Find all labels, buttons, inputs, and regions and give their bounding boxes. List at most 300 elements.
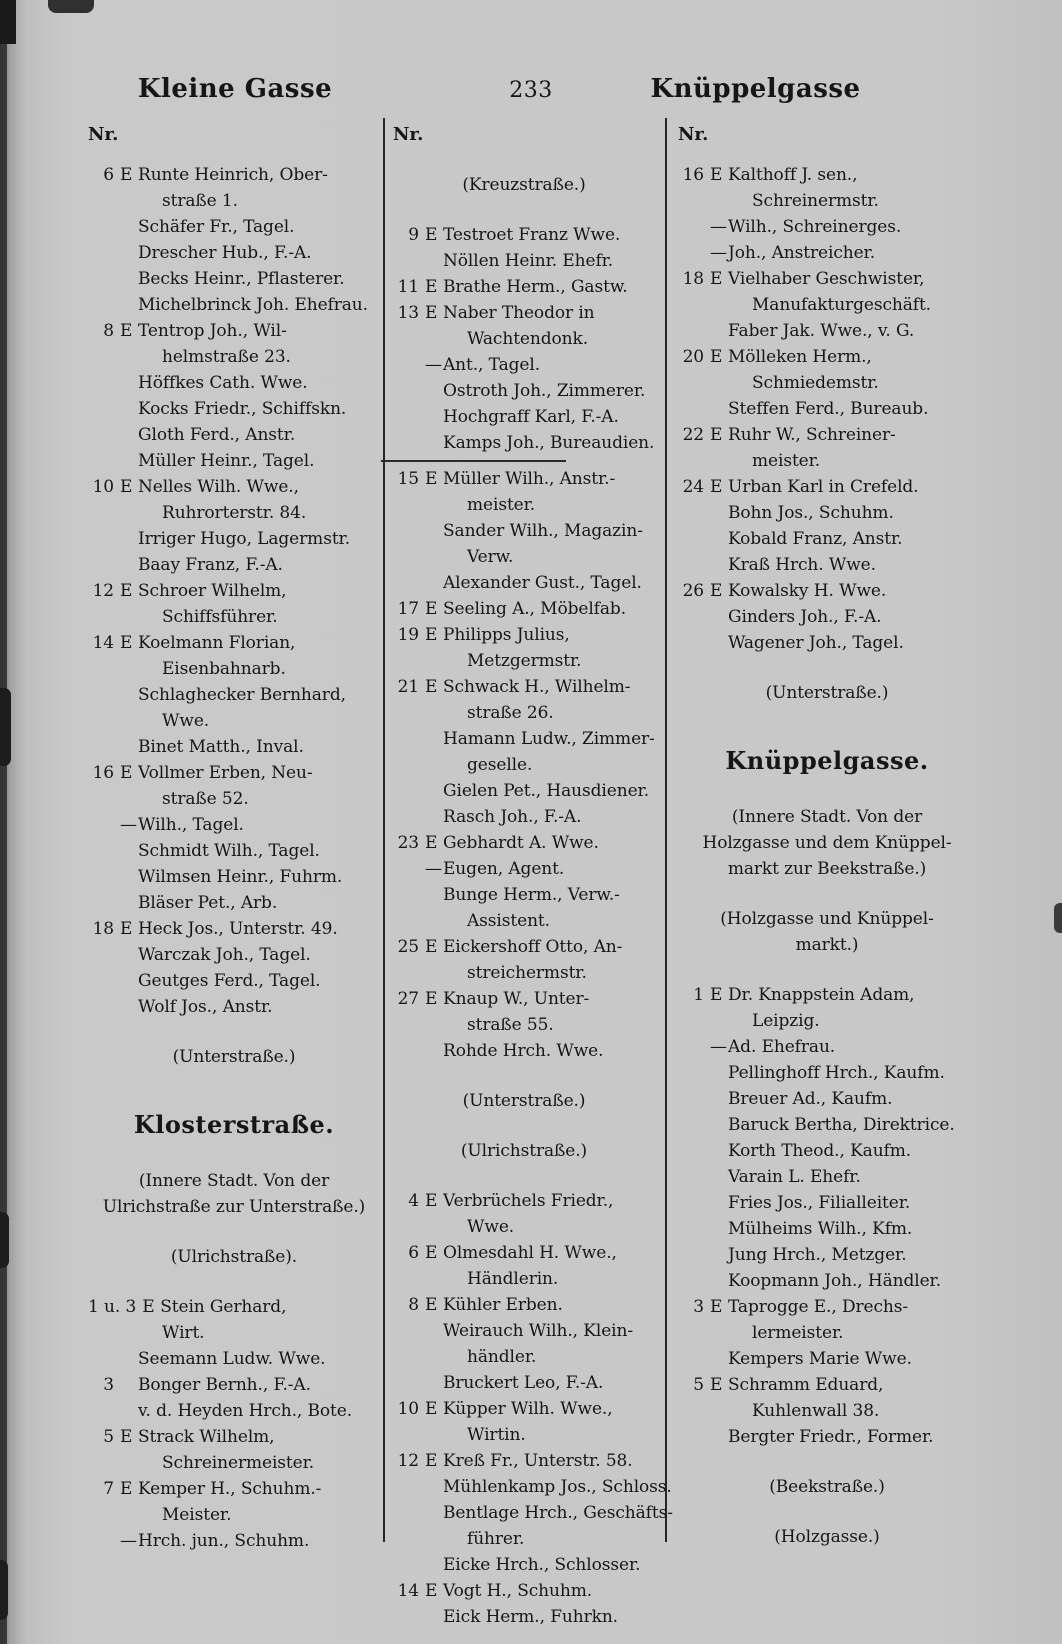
directory-entry — [393, 1474, 672, 1500]
directory-entry — [88, 1476, 380, 1528]
entry-text: Müller Wilh., Anstr.- — [443, 469, 616, 489]
scan-artifact — [0, 0, 16, 44]
entry-first-line — [393, 986, 655, 1012]
owner-marker: E — [710, 425, 723, 445]
directory-entry — [88, 266, 380, 292]
entry-first-line — [88, 526, 380, 552]
owner-marker: E — [710, 347, 723, 367]
entry-text: Geutges Ferd., Tagel. — [138, 971, 321, 991]
entry-continuation-line: Händlerin. — [467, 1269, 559, 1289]
street-range-note — [678, 1524, 976, 1550]
entry-text: Tentrop Joh., Wil- — [138, 321, 287, 341]
entry-first-line — [393, 596, 655, 622]
house-number: 23 — [397, 833, 419, 853]
entry-continuation-line: händler. — [467, 1347, 537, 1367]
house-number: 8 — [103, 321, 114, 341]
entry-text: Vogt H., Schuhm. — [443, 1581, 593, 1601]
entry-text: Nöllen Heinr. Ehefr. — [443, 251, 614, 271]
entry-first-line — [88, 1528, 380, 1554]
directory-entry — [678, 500, 976, 526]
entry-text: Kobald Franz, Anstr. — [728, 529, 903, 549]
directory-entry — [393, 300, 655, 352]
owner-marker: E — [425, 1295, 438, 1315]
entry-text: Ginders Joh., F.-A. — [728, 607, 882, 627]
directory-entry — [393, 674, 655, 726]
entry-first-line — [678, 1138, 976, 1164]
entry-first-line — [393, 1500, 673, 1526]
entry-text: Philipps Julius, — [443, 625, 570, 645]
directory-entry — [678, 1164, 976, 1190]
owner-marker: E — [425, 277, 438, 297]
entry-continuation-line: Wirt. — [162, 1323, 205, 1343]
entry-text: Brathe Herm., Gastw. — [443, 277, 628, 297]
house-number: 1 u. 3 — [88, 1297, 137, 1317]
entry-first-line — [393, 1396, 655, 1422]
house-number: 9 — [408, 225, 419, 245]
entry-first-line — [393, 222, 655, 248]
directory-entry — [678, 1060, 976, 1086]
entry-text: Joh., Anstreicher. — [728, 243, 876, 263]
entry-text: Ant., Tagel. — [443, 355, 541, 375]
entry-text: Pellinghoff Hrch., Kaufm. — [728, 1063, 945, 1083]
entry-text: Gloth Ferd., Anstr. — [138, 425, 296, 445]
entry-text: Ruhr W., Schreiner- — [728, 425, 896, 445]
entry-continuation-line: Ruhrorterstr. 84. — [162, 503, 307, 523]
house-number: 5 — [103, 1427, 114, 1447]
entry-text: Mölleken Herm., — [728, 347, 872, 367]
directory-entry — [393, 856, 655, 882]
owner-marker: E — [120, 1427, 133, 1447]
entry-continuation-line: geselle. — [467, 755, 533, 775]
entry-first-line — [88, 1372, 380, 1398]
entry-text: Kemper H., Schuhm.- — [138, 1479, 322, 1499]
entry-continuation-line: Schreinermeister. — [162, 1453, 315, 1473]
owner-marker: E — [142, 1297, 155, 1317]
entry-first-line — [393, 1188, 655, 1214]
entry-first-line — [88, 578, 380, 604]
entry-first-line — [678, 474, 976, 500]
directory-entry — [88, 1372, 380, 1398]
directory-entry — [678, 1086, 976, 1112]
directory-entry — [393, 1396, 655, 1448]
entry-first-line — [88, 292, 380, 318]
entry-first-line — [393, 1604, 655, 1630]
entry-text: Breuer Ad., Kaufm. — [728, 1089, 893, 1109]
entry-text: Rohde Hrch. Wwe. — [443, 1041, 604, 1061]
note-line: (Holzgasse.) — [774, 1527, 880, 1547]
entry-first-line — [88, 864, 380, 890]
directory-entry — [393, 570, 655, 596]
entry-text: Bergter Friedr., Former. — [728, 1427, 934, 1447]
directory-entry — [88, 942, 380, 968]
entry-text: Koopmann Joh., Händler. — [728, 1271, 942, 1291]
entry-text: Taprogge E., Drechs- — [728, 1297, 909, 1317]
entry-first-line — [88, 1398, 380, 1424]
owner-marker: E — [120, 321, 133, 341]
entry-first-line — [393, 518, 655, 544]
directory-entry — [88, 916, 380, 942]
entry-text: Kocks Friedr., Schiffskn. — [138, 399, 347, 419]
owner-marker: E — [425, 1191, 438, 1211]
directory-entry — [88, 968, 380, 994]
house-number: 18 — [92, 919, 114, 939]
entry-text: Mühlenkamp Jos., Schloss. — [443, 1477, 672, 1497]
entry-first-line — [678, 552, 976, 578]
entry-text: Dr. Knappstein Adam, — [728, 985, 915, 1005]
directory-entry — [88, 682, 380, 734]
scan-gutter-shadow — [0, 0, 7, 1644]
street-range-note — [393, 1138, 655, 1164]
entry-first-line — [393, 674, 655, 700]
entry-text: Wilh., Schreinerges. — [728, 217, 902, 237]
ditto-dash: — — [120, 815, 137, 835]
directory-entry — [393, 1038, 655, 1064]
directory-entry — [678, 1216, 976, 1242]
owner-marker: E — [425, 677, 438, 697]
entry-first-line — [88, 552, 380, 578]
directory-entry — [393, 352, 655, 378]
entry-first-line — [678, 982, 976, 1008]
entry-text: Seemann Ludw. Wwe. — [138, 1349, 326, 1369]
street-range-note — [678, 906, 976, 958]
entry-text: Eickershoff Otto, An- — [443, 937, 623, 957]
note-line: (Unterstraße.) — [765, 683, 889, 703]
entry-text: Bunge Herm., Verw.- — [443, 885, 620, 905]
directory-entry — [678, 1112, 976, 1138]
directory-entry — [88, 318, 380, 370]
entry-first-line — [393, 882, 655, 908]
directory-column-right — [678, 122, 976, 1574]
owner-marker: E — [120, 581, 133, 601]
scan-rule-line — [381, 460, 566, 462]
entry-first-line — [678, 344, 976, 370]
entry-continuation-line: straße 26. — [467, 703, 554, 723]
entry-first-line — [393, 430, 655, 456]
entry-text: Gebhardt A. Wwe. — [443, 833, 599, 853]
house-number: 20 — [682, 347, 704, 367]
directory-entry — [393, 622, 655, 674]
entry-text: Heck Jos., Unterstr. 49. — [138, 919, 338, 939]
owner-marker: E — [120, 477, 133, 497]
entry-text: Ostroth Joh., Zimmerer. — [443, 381, 646, 401]
house-number: 24 — [682, 477, 704, 497]
entry-text: Knaup W., Unter- — [443, 989, 590, 1009]
owner-marker: E — [425, 1451, 438, 1471]
entry-first-line — [88, 214, 380, 240]
directory-entry — [678, 1372, 976, 1424]
house-number: 12 — [397, 1451, 419, 1471]
owner-marker: E — [710, 477, 723, 497]
directory-entry — [678, 266, 976, 318]
house-number: 6 — [408, 1243, 419, 1263]
entry-text: Kempers Marie Wwe. — [728, 1349, 912, 1369]
owner-marker: E — [425, 989, 438, 1009]
note-line: (Innere Stadt. Von der — [138, 1171, 330, 1191]
entry-text: Bruckert Leo, F.-A. — [443, 1373, 604, 1393]
house-number: 16 — [682, 165, 704, 185]
entry-first-line — [393, 1474, 672, 1500]
entry-first-line — [88, 240, 380, 266]
directory-entry — [88, 214, 380, 240]
entry-text: Olmesdahl H. Wwe., — [443, 1243, 617, 1263]
house-number: 26 — [682, 581, 704, 601]
directory-entry — [393, 726, 655, 778]
entry-first-line — [678, 630, 976, 656]
entry-text: Schlaghecker Bernhard, — [138, 685, 346, 705]
entry-continuation-line: helmstraße 23. — [162, 347, 291, 367]
house-number: 3 — [693, 1297, 704, 1317]
entry-text: Kreß Fr., Unterstr. 58. — [443, 1451, 633, 1471]
directory-entry — [393, 518, 655, 570]
directory-entry — [88, 630, 380, 682]
entry-text: Küpper Wilh. Wwe., — [443, 1399, 613, 1419]
directory-entry — [88, 812, 380, 838]
house-number: 18 — [682, 269, 704, 289]
entry-text: Jung Hrch., Metzger. — [728, 1245, 907, 1265]
directory-entry — [678, 552, 976, 578]
entry-text: Schroer Wilhelm, — [138, 581, 287, 601]
entry-text: Runte Heinrich, Ober- — [138, 165, 328, 185]
directory-entry — [393, 934, 655, 986]
entry-first-line — [393, 466, 655, 492]
entry-text: Vielhaber Geschwister, — [728, 269, 925, 289]
directory-entry — [88, 760, 380, 812]
entry-text: Wagener Joh., Tagel. — [728, 633, 904, 653]
house-number: 14 — [92, 633, 114, 653]
header-right-street-title: Knüppelgasse — [650, 74, 861, 104]
entry-first-line — [678, 1216, 976, 1242]
entry-text: Drescher Hub., F.-A. — [138, 243, 312, 263]
entry-first-line — [88, 994, 380, 1020]
directory-entry — [678, 1190, 976, 1216]
owner-marker: E — [120, 633, 133, 653]
entry-first-line — [88, 968, 380, 994]
house-number: 8 — [408, 1295, 419, 1315]
directory-entry — [393, 1292, 655, 1318]
ditto-dash: — — [710, 1037, 727, 1057]
entry-text: Bläser Pet., Arb. — [138, 893, 278, 913]
directory-entry — [393, 1370, 655, 1396]
entry-text: Schwack H., Wilhelm- — [443, 677, 631, 697]
entry-text: Weirauch Wilh., Klein- — [443, 1321, 634, 1341]
entry-first-line — [678, 526, 976, 552]
entry-text: v. d. Heyden Hrch., Bote. — [138, 1401, 353, 1421]
entry-first-line — [678, 1268, 976, 1294]
directory-entry — [393, 1500, 673, 1552]
directory-entry — [393, 882, 655, 934]
directory-entry — [88, 994, 380, 1020]
nr-column-label: Nr. — [393, 124, 424, 145]
owner-marker: E — [710, 165, 723, 185]
entry-text: Sander Wilh., Magazin- — [443, 521, 643, 541]
entry-text: Schramm Eduard, — [728, 1375, 884, 1395]
directory-entry — [88, 1528, 380, 1554]
entry-text: Urban Karl in Crefeld. — [728, 477, 919, 497]
owner-marker: E — [120, 919, 133, 939]
entry-text: Warczak Joh., Tagel. — [138, 945, 311, 965]
directory-entry — [393, 1552, 655, 1578]
directory-entry — [678, 318, 976, 344]
entry-first-line — [88, 370, 380, 396]
entry-text: Irriger Hugo, Lagermstr. — [138, 529, 351, 549]
directory-entry — [393, 1448, 655, 1474]
note-line: Ulrichstraße zur Unterstraße.) — [102, 1197, 366, 1217]
directory-entry — [88, 240, 380, 266]
directory-entry — [393, 804, 655, 830]
entry-text: Wilmsen Heinr., Fuhrm. — [138, 867, 343, 887]
house-number: 4 — [408, 1191, 419, 1211]
note-line: markt.) — [795, 935, 859, 955]
scan-artifact — [48, 0, 94, 13]
entry-first-line — [393, 778, 655, 804]
entry-first-line — [393, 804, 655, 830]
entry-first-line — [393, 300, 655, 326]
owner-marker: E — [120, 763, 133, 783]
directory-entry — [678, 526, 976, 552]
directory-entry — [678, 240, 976, 266]
owner-marker: E — [425, 1243, 438, 1263]
column-divider-right — [665, 118, 667, 1542]
directory-entry — [88, 422, 380, 448]
directory-entry — [678, 1242, 976, 1268]
entry-continuation-line: Wachtendonk. — [467, 329, 589, 349]
entry-first-line — [88, 422, 380, 448]
directory-entry — [678, 1268, 976, 1294]
entry-first-line — [393, 1448, 655, 1474]
directory-entry — [88, 578, 380, 630]
entry-first-line — [678, 396, 976, 422]
entry-continuation-line: Wwe. — [467, 1217, 515, 1237]
owner-marker: E — [425, 469, 438, 489]
house-number: 6 — [103, 165, 114, 185]
entry-text: Schäfer Fr., Tagel. — [138, 217, 295, 237]
entry-text: Faber Jak. Wwe., v. G. — [728, 321, 915, 341]
scan-artifact — [0, 688, 11, 766]
owner-marker: E — [425, 1581, 438, 1601]
house-number: 7 — [103, 1479, 114, 1499]
entry-first-line — [88, 942, 380, 968]
entry-first-line — [678, 162, 976, 188]
entry-text: Hrch. jun., Schuhm. — [138, 1531, 310, 1551]
directory-entry — [678, 422, 976, 474]
entry-continuation-line: führer. — [467, 1529, 525, 1549]
ditto-dash: — — [710, 243, 727, 263]
entry-first-line — [88, 318, 380, 344]
directory-entry — [678, 344, 976, 396]
house-number: 3 — [103, 1375, 114, 1395]
owner-marker: E — [710, 1375, 723, 1395]
note-line: Holzgasse und dem Knüppel- — [702, 833, 952, 853]
entry-first-line — [678, 318, 976, 344]
entry-first-line — [393, 248, 655, 274]
directory-column-middle — [393, 122, 673, 1630]
directory-entry — [88, 890, 380, 916]
entry-text: Nelles Wilh. Wwe., — [138, 477, 299, 497]
entry-first-line — [88, 838, 380, 864]
street-range-note — [88, 1044, 380, 1070]
entry-text: Testroet Franz Wwe. — [443, 225, 621, 245]
nr-column-label: Nr. — [88, 124, 119, 145]
house-number: 16 — [92, 763, 114, 783]
directory-entry — [88, 292, 380, 318]
entry-first-line — [88, 1476, 380, 1502]
entry-first-line — [88, 1424, 380, 1450]
house-number: 15 — [397, 469, 419, 489]
directory-entry — [88, 448, 380, 474]
ditto-dash: — — [425, 355, 442, 375]
directory-column-left — [88, 122, 380, 1554]
entry-text: Höffkes Cath. Wwe. — [138, 373, 308, 393]
street-heading: Knüppelgasse. — [725, 746, 929, 775]
entry-text: Baay Franz, F.-A. — [138, 555, 283, 575]
entry-first-line — [88, 916, 380, 942]
entry-first-line — [678, 266, 976, 292]
entry-continuation-line: Schreinermstr. — [752, 191, 879, 211]
directory-entry — [393, 830, 655, 856]
owner-marker: E — [710, 985, 723, 1005]
house-number: 14 — [397, 1581, 419, 1601]
street-range-note — [678, 1474, 976, 1500]
entry-text: Ad. Ehefrau. — [728, 1037, 836, 1057]
directory-entry — [678, 578, 976, 604]
entry-first-line — [393, 830, 655, 856]
entry-first-line — [678, 578, 976, 604]
house-number: 25 — [397, 937, 419, 957]
entry-first-line — [393, 622, 655, 648]
entry-first-line — [393, 1552, 655, 1578]
directory-entry — [88, 1294, 380, 1346]
entry-continuation-line: Schiffsführer. — [162, 607, 278, 627]
directory-entry — [678, 214, 976, 240]
directory-entry — [393, 466, 655, 518]
directory-entry — [393, 404, 655, 430]
entry-continuation-line: Wwe. — [162, 711, 210, 731]
house-number: 21 — [397, 677, 419, 697]
entry-first-line — [678, 1112, 976, 1138]
directory-entry — [88, 552, 380, 578]
owner-marker: E — [425, 833, 438, 853]
directory-entry — [678, 1034, 976, 1060]
entry-text: Vollmer Erben, Neu- — [138, 763, 313, 783]
entry-first-line — [88, 162, 380, 188]
house-number: 27 — [397, 989, 419, 1009]
directory-entry — [393, 222, 655, 248]
directory-entry — [678, 1138, 976, 1164]
entry-continuation-line: straße 1. — [162, 191, 238, 211]
entry-first-line — [88, 396, 380, 422]
entry-first-line — [88, 812, 380, 838]
note-line: (Unterstraße.) — [172, 1047, 296, 1067]
house-number: 10 — [397, 1399, 419, 1419]
entry-text: Hochgraff Karl, F.-A. — [443, 407, 619, 427]
house-number: 13 — [397, 303, 419, 323]
entry-text: Schmidt Wilh., Tagel. — [138, 841, 320, 861]
entry-continuation-line: Wirtin. — [467, 1425, 526, 1445]
ditto-dash: — — [425, 859, 442, 879]
directory-entry — [393, 1240, 655, 1292]
directory-entry — [393, 986, 655, 1038]
street-range-note — [393, 172, 655, 198]
entry-text: Alexander Gust., Tagel. — [443, 573, 642, 593]
entry-first-line — [393, 404, 655, 430]
entry-first-line — [393, 856, 655, 882]
entry-first-line — [88, 266, 380, 292]
note-line: (Beekstraße.) — [769, 1477, 885, 1497]
directory-entry — [678, 162, 976, 214]
page-number: 233 — [509, 78, 553, 103]
directory-entry — [678, 630, 976, 656]
entry-continuation-line: straße 52. — [162, 789, 249, 809]
